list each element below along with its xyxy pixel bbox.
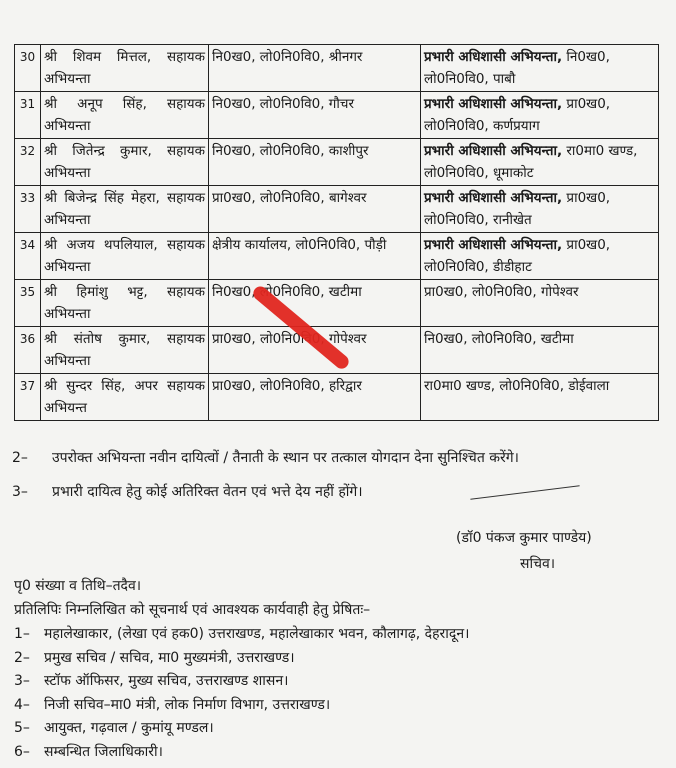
new-posting — [421, 186, 659, 233]
cc-list — [14, 624, 469, 765]
signer-designation: सचिव। — [520, 556, 556, 572]
cc-heading: प्रतिलिपिः निम्नलिखित को सूचनार्थ एवं आवश्यक कार्यवाही हेतु प्रेषितः– — [14, 602, 371, 618]
list-number: 4– — [14, 696, 30, 713]
new-posting-charge: प्रभारी अधिशासी अभियन्ता, — [424, 190, 563, 206]
serial-number: 34 — [15, 233, 41, 280]
list-number: 2– — [14, 649, 30, 666]
list-text: आयुक्त, गढ़वाल / कुमांयू मण्डल। — [44, 720, 214, 736]
list-number: 6– — [14, 743, 30, 760]
new-posting-office: रा0मा0 खण्ड, लो0नि0वि0, धूमाकोट — [424, 143, 638, 181]
current-posting: नि0ख0, लो0नि0वि0, काशीपुर — [209, 139, 421, 186]
list-number: 1– — [14, 626, 30, 642]
signature — [470, 485, 579, 499]
serial-number: 37 — [15, 374, 41, 421]
new-posting-office: प्रा0ख0, लो0नि0वि0, डीडीहाट — [424, 237, 611, 275]
new-posting-charge: प्रभारी अधिशासी अभियन्ता, — [424, 96, 563, 112]
officer-name: श्री हिमांशु भट्ट, सहायक अभियन्ता — [41, 280, 209, 327]
new-posting — [421, 139, 659, 186]
note-2 — [12, 448, 519, 467]
current-posting: क्षेत्रीय कार्यालय, लो0नि0वि0, पौड़ी — [209, 233, 421, 280]
serial-number: 35 — [15, 280, 41, 327]
list-item — [14, 718, 469, 742]
list-text: निजी सचिव–मा0 मंत्री, लोक निर्माण विभाग, उत्तराखण्ड। — [44, 696, 331, 713]
signer-name: (डॉ0 पंकज कुमार पाण्डेय) — [456, 530, 592, 546]
officer-name: श्री अजय थपलियाल, सहायक अभियन्ता — [41, 233, 209, 280]
list-item — [14, 742, 469, 766]
current-posting: प्रा0ख0, लो0नि0वि0, गोपेश्वर — [209, 327, 421, 374]
new-posting-office: प्रा0ख0, लो0नि0वि0, कर्णप्रयाग — [424, 96, 611, 134]
officer-name: श्री शिवम मित्तल, सहायक अभियन्ता — [41, 45, 209, 92]
new-posting — [421, 327, 659, 374]
new-posting-office: रा0मा0 खण्ड, लो0नि0वि0, डोईवाला — [424, 378, 610, 394]
current-posting: प्रा0ख0, लो0नि0वि0, बागेश्वर — [209, 186, 421, 233]
table-row — [15, 233, 659, 280]
list-text: प्रमुख सचिव / सचिव, मा0 मुख्यमंत्री, उत्तराखण्ड। — [44, 649, 295, 666]
new-posting-charge: प्रभारी अधिशासी अभियन्ता, — [424, 237, 563, 253]
current-posting: प्रा0ख0, लो0नि0वि0, हरिद्वार — [209, 374, 421, 421]
current-posting: नि0ख0, लो0नि0वि0, गौचर — [209, 92, 421, 139]
new-posting-office: प्रा0ख0, लो0नि0वि0, रानीखेत — [424, 190, 611, 228]
new-posting-office: नि0ख0, लो0नि0वि0, खटीमा — [424, 331, 574, 347]
table-row — [15, 45, 659, 92]
note-number: 2– — [12, 450, 28, 466]
table-row — [15, 92, 659, 139]
serial-number: 30 — [15, 45, 41, 92]
list-item — [14, 695, 469, 719]
serial-number: 32 — [15, 139, 41, 186]
new-posting — [421, 233, 659, 280]
list-number: 3– — [14, 673, 30, 689]
serial-number: 31 — [15, 92, 41, 139]
table-row — [15, 186, 659, 233]
serial-number: 33 — [15, 186, 41, 233]
list-item — [14, 624, 469, 648]
current-posting: नि0ख0, लो0नि0वि0, खटीमा — [209, 280, 421, 327]
officer-name: श्री सुन्दर सिंह, अपर सहायक अभियन्त — [41, 374, 209, 421]
officer-name: श्री जितेन्द्र कुमार, सहायक अभियन्ता — [41, 139, 209, 186]
new-posting — [421, 280, 659, 327]
note-text: प्रभारी दायित्व हेतु कोई अतिरिक्त वेतन एवं भत्ते देय नहीं होंगे। — [52, 484, 363, 500]
list-text: सम्बन्धित जिलाधिकारी। — [44, 743, 163, 760]
serial-number: 36 — [15, 327, 41, 374]
note-number: 3– — [12, 484, 28, 500]
list-text: महालेखाकार, (लेखा एवं हक0) उत्तराखण्ड, महालेखाकार भवन, कौलागढ़, देहरादून। — [44, 626, 470, 642]
table-row — [15, 280, 659, 327]
list-number: 5– — [14, 720, 30, 736]
note-3 — [12, 482, 363, 501]
new-posting-office: प्रा0ख0, लो0नि0वि0, गोपेश्वर — [424, 284, 579, 300]
new-posting-charge: प्रभारी अधिशासी अभियन्ता, — [424, 49, 563, 65]
new-posting-charge: प्रभारी अधिशासी अभियन्ता, — [424, 143, 563, 159]
new-posting — [421, 374, 659, 421]
officer-name: श्री बिजेन्द्र सिंह मेहरा, सहायक अभियन्ता — [41, 186, 209, 233]
list-text: स्टॉफ ऑफिसर, मुख्य सचिव, उत्तराखण्ड शासन। — [44, 673, 289, 689]
new-posting — [421, 92, 659, 139]
memo-reference: पृ0 संख्या व तिथि–तदैव। — [14, 578, 142, 594]
current-posting: नि0ख0, लो0नि0वि0, श्रीनगर — [209, 45, 421, 92]
table-row — [15, 374, 659, 421]
officer-name: श्री अनूप सिंह, सहायक अभियन्ता — [41, 92, 209, 139]
note-text: उपरोक्त अभियन्ता नवीन दायित्वों / तैनाती के स्थान पर तत्काल योगदान देना सुनिश्चित करेंगे। — [52, 450, 519, 466]
list-item — [14, 648, 469, 672]
list-item — [14, 671, 469, 695]
officer-name: श्री संतोष कुमार, सहायक अभियन्ता — [41, 327, 209, 374]
table-row — [15, 139, 659, 186]
new-posting-office: नि0ख0, लो0नि0वि0, पाबौ — [424, 49, 610, 87]
new-posting — [421, 45, 659, 92]
